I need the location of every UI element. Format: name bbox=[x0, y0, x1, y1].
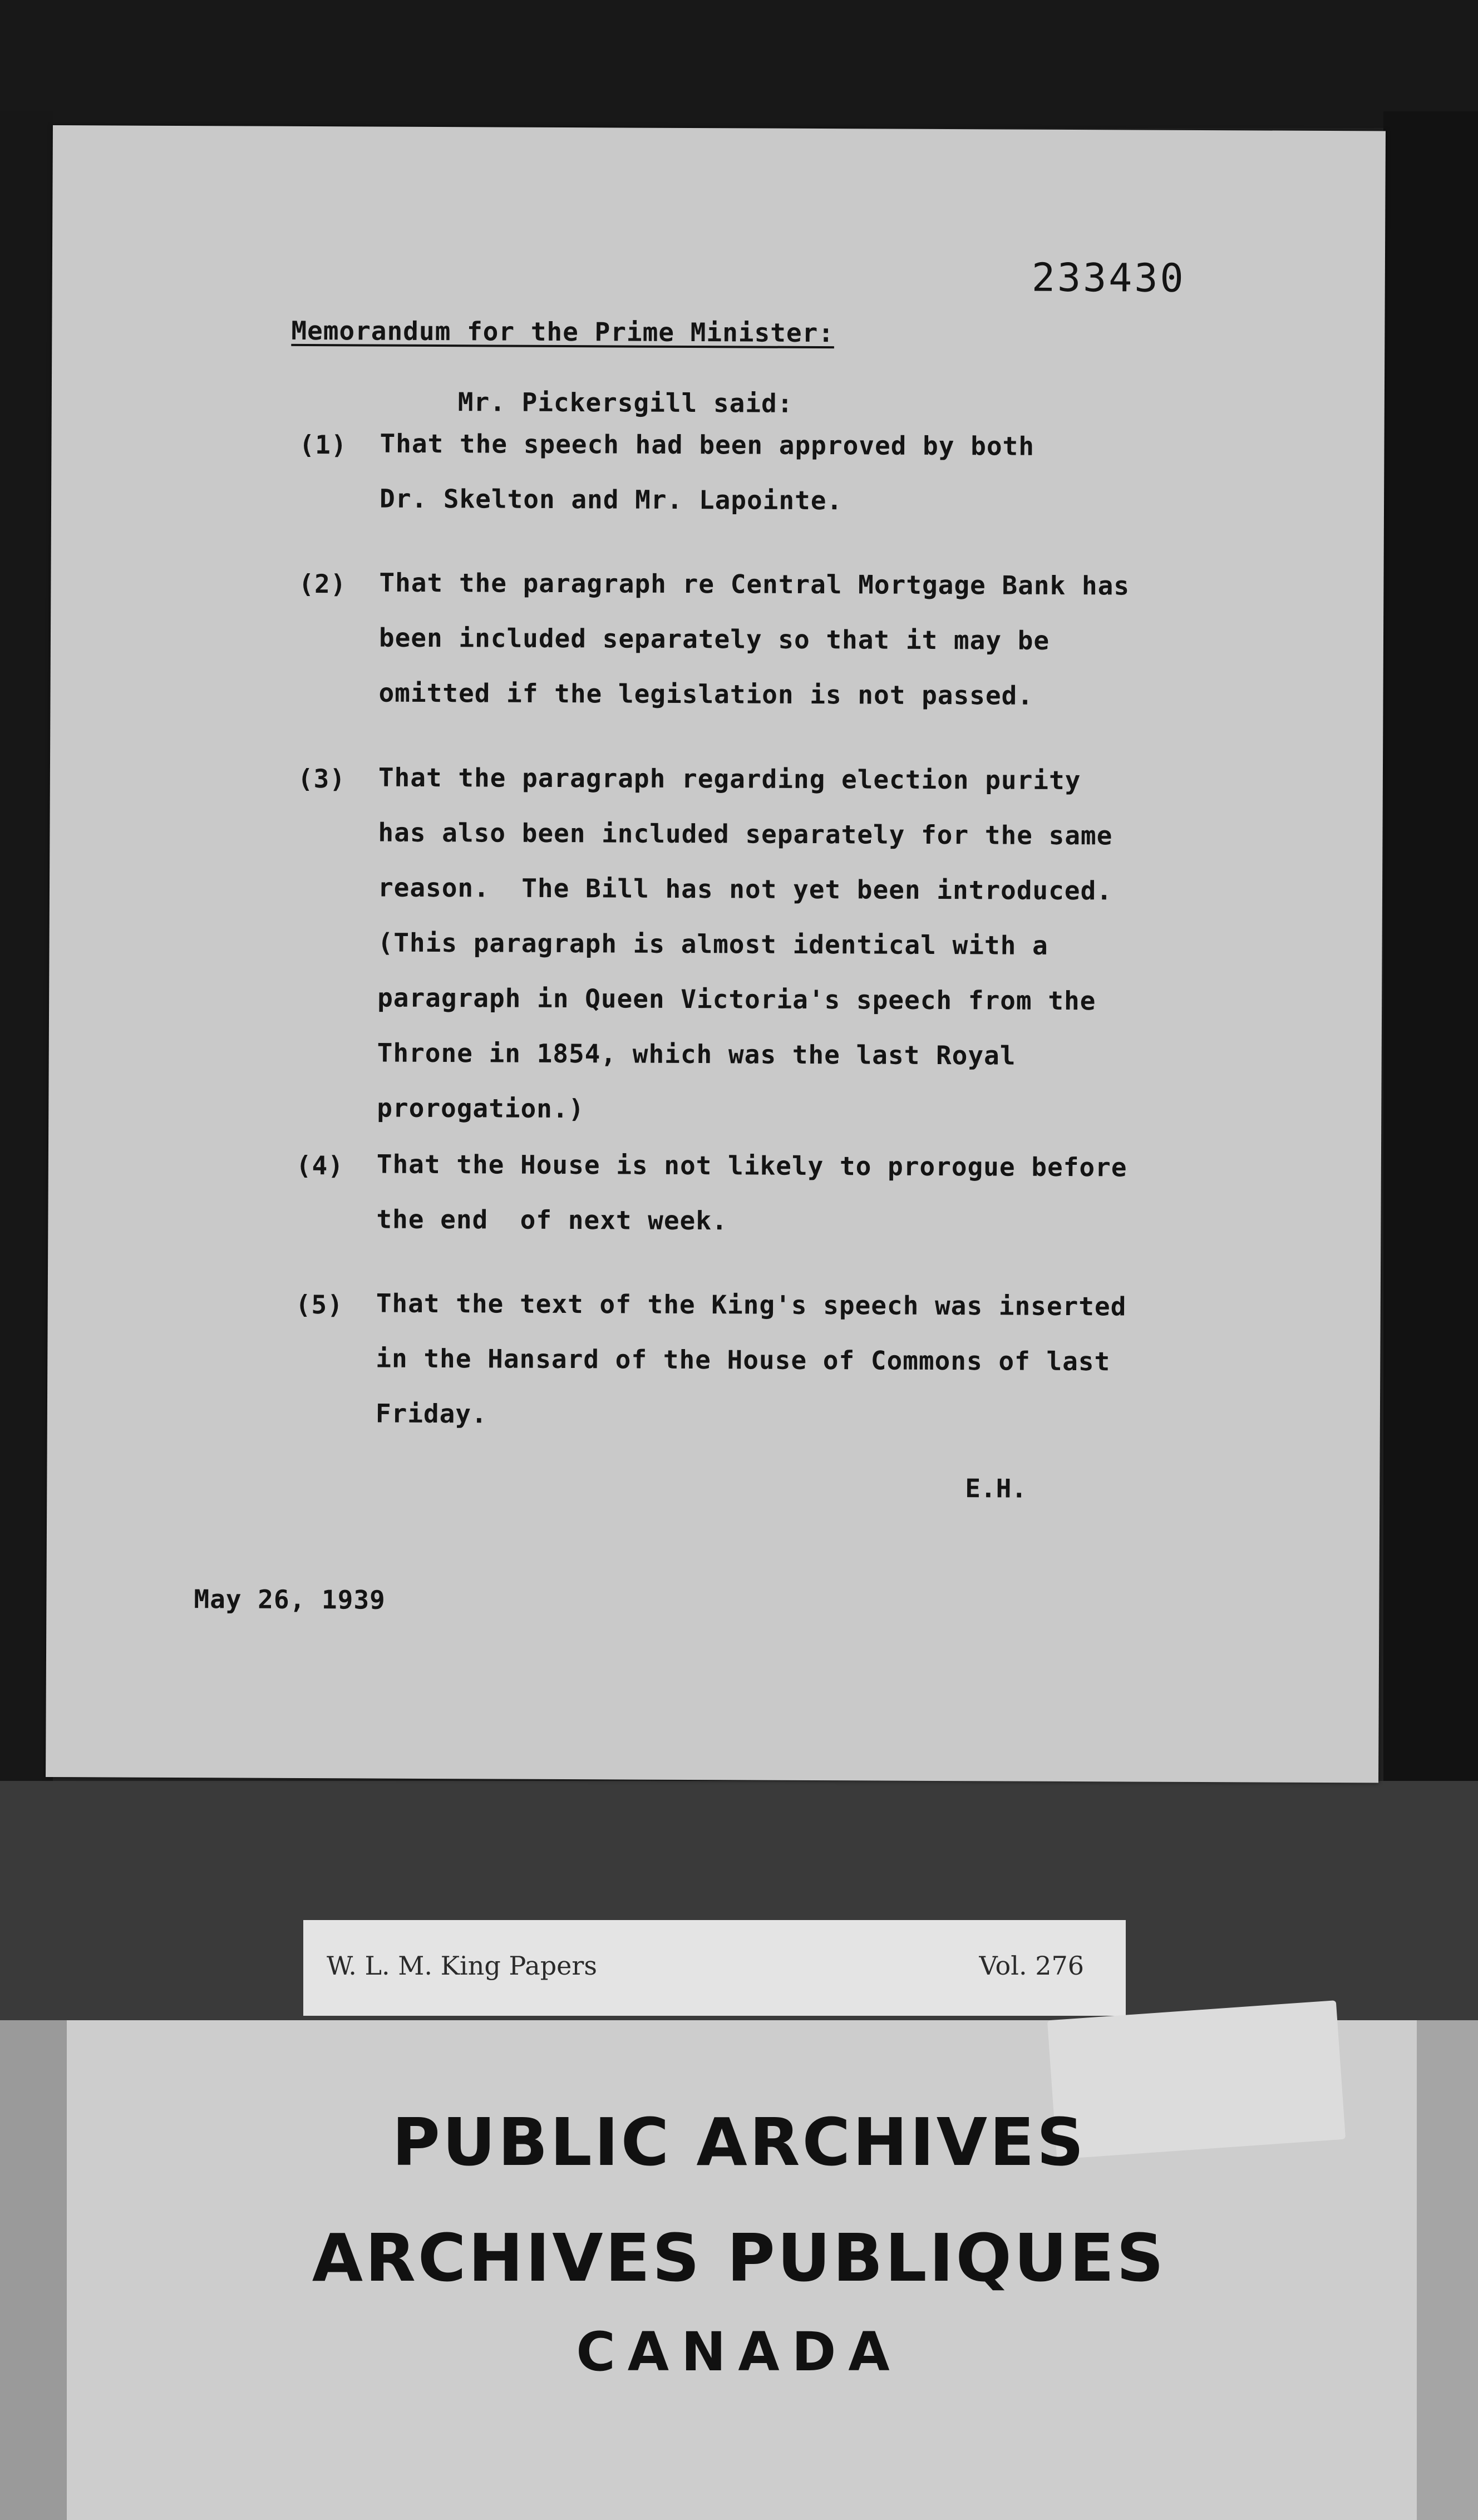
item-line: reason. The Bill has not yet been introduced. bbox=[377, 872, 1113, 906]
author-initials: E.H. bbox=[965, 1473, 1027, 1504]
scan-left-border bbox=[0, 111, 53, 1809]
list-item bbox=[377, 750, 1247, 1140]
item-line: (This paragraph is almost identical with a bbox=[377, 927, 1048, 961]
item-number: (1) bbox=[299, 429, 347, 460]
archive-country: CANADA bbox=[576, 2321, 902, 2383]
list-item bbox=[380, 416, 1248, 530]
document-number: 233430 bbox=[1031, 254, 1186, 301]
item-line: That the paragraph re Central Mortgage Bank has bbox=[379, 567, 1130, 601]
item-line: has also been included separately for the same bbox=[378, 817, 1113, 851]
list-item bbox=[378, 555, 1247, 725]
item-line: Throne in 1854, which was the last Royal bbox=[377, 1037, 1016, 1071]
archive-title-english: PUBLIC ARCHIVES bbox=[392, 2104, 1086, 2181]
scan-top-border bbox=[0, 0, 1478, 128]
collection-label-slip bbox=[303, 1920, 1126, 2016]
item-line: That the speech had been approved by both bbox=[380, 428, 1035, 461]
memo-intro: Mr. Pickersgill said: bbox=[457, 387, 794, 419]
item-line: That the House is not likely to prorogue before bbox=[376, 1149, 1127, 1183]
memo-date: May 26, 1939 bbox=[194, 1584, 386, 1615]
item-line: Dr. Skelton and Mr. Lapointe. bbox=[379, 483, 843, 516]
item-line: omitted if the legislation is not passed. bbox=[378, 677, 1034, 711]
item-number: (2) bbox=[298, 568, 347, 599]
item-line: prorogation.) bbox=[377, 1092, 585, 1124]
memo-page bbox=[46, 125, 1386, 1783]
list-item bbox=[376, 1276, 1244, 1445]
list-item bbox=[376, 1137, 1245, 1251]
volume-number: Vol. 276 bbox=[979, 1951, 1084, 1981]
item-line: in the Hansard of the House of Commons of last bbox=[376, 1343, 1111, 1377]
item-line: That the paragraph regarding election purity bbox=[378, 762, 1081, 796]
item-line: Friday. bbox=[375, 1398, 487, 1429]
item-line: That the text of the King's speech was inserted bbox=[376, 1288, 1127, 1322]
item-line: the end of next week. bbox=[376, 1204, 728, 1236]
item-line: paragraph in Queen Victoria's speech from the bbox=[377, 982, 1096, 1016]
archive-title-french: ARCHIVES PUBLIQUES bbox=[312, 2219, 1166, 2296]
collection-name: W. L. M. King Papers bbox=[327, 1951, 597, 1981]
scan-right-border bbox=[1383, 111, 1478, 1809]
memo-title: Memorandum for the Prime Minister: bbox=[291, 315, 835, 348]
item-line: been included separately so that it may be bbox=[378, 622, 1050, 656]
item-number: (5) bbox=[295, 1289, 343, 1320]
item-number: (3) bbox=[297, 763, 346, 794]
item-number: (4) bbox=[295, 1150, 344, 1181]
